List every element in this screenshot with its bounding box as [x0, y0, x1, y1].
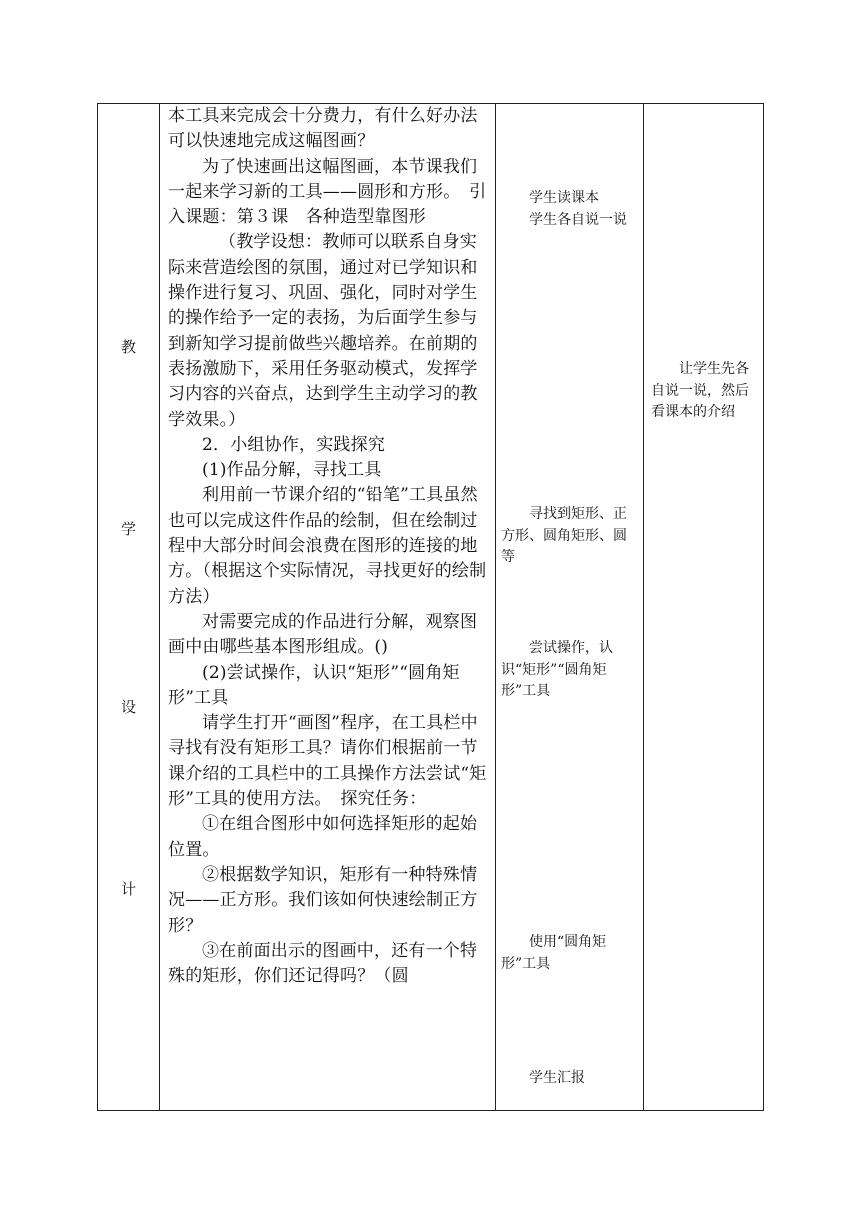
paragraph: （教学设想：教师可以联系自身实际来营造绘图的氛围，通过对已学知识和操作进行复习、巩固、强化，同时对学生的操作给予一定的表扬，为后面学生参与到新知学习提前做些兴趣培养。在前期的表扬激励下，采用任务驱动模式，发挥学习内容的兴奋点，达到学生主动学习的教学效果。）: [168, 232, 478, 430]
student-activity-line: 学生读课本: [529, 190, 599, 206]
student-activity-text: 尝试操作，认识“矩形”“圆角矩形”工具: [501, 640, 613, 699]
student-activity-text: 使用“圆角矩形”工具: [501, 934, 607, 972]
side-label: 设: [120, 698, 136, 716]
side-label: 计: [120, 880, 136, 898]
lesson-table: [97, 103, 764, 1111]
paragraph: 请学生打开“画图”程序，在工具栏中寻找有没有矩形工具？请你们根据前一节课介绍的工具栏中的工具操作方法尝试“矩形”工具的使用方法。 探究任务：: [168, 713, 487, 810]
student-activity-line: 学生各自说一说: [529, 211, 627, 228]
task-item: ③在前面出示的图画中，还有一个特殊的矩形，你们还记得吗？（圆: [168, 940, 478, 987]
paragraph: 本工具来完成会十分费力，有什么好办法可以快速地完成这幅图画？: [168, 106, 478, 152]
paragraph: 为了快速画出这幅图画，本节课我们一起来学习新的工具——圆形和方形。 引入课题：第３课 各种造型靠图形: [168, 156, 487, 228]
subsection-heading: (2)尝试操作，认识“矩形”“圆角矩形”工具: [168, 662, 460, 708]
teaching-process-text: [159, 104, 495, 989]
student-activity: [495, 1068, 643, 1090]
side-label: 学: [120, 520, 136, 538]
design-intent: [643, 359, 765, 424]
student-activity: [495, 504, 643, 569]
side-label: 教: [120, 338, 136, 356]
student-activity: [495, 638, 643, 703]
column-divider: [643, 104, 644, 1110]
student-activity-text: 寻找到矩形、正方形、圆角矩形、圆等: [501, 506, 627, 565]
student-activity: [495, 932, 643, 975]
student-activity-text: 学生汇报: [529, 1070, 585, 1086]
subsection-heading: (1)作品分解，寻找工具: [202, 460, 382, 481]
paragraph: 对需要完成的作品进行分解，观察图画中由哪些基本图形组成。(): [168, 611, 478, 658]
paragraph: 利用前一节课介绍的“铅笔”工具虽然也可以完成这件作品的绘制，但在绘制过程中大部分时间会浪费在图形的连接的地方。（根据这个实际情况，寻找更好的绘制方法）: [168, 485, 487, 607]
task-item: ②根据数学知识，矩形有一种特殊情况——正方形。我们该如何快速绘制正方形？: [168, 864, 478, 936]
student-activity: [495, 188, 643, 231]
design-intent-text: 让学生先各自说一说，然后看课本的介绍: [651, 361, 749, 420]
task-item: ①在组合图形中如何选择矩形的起始位置。: [168, 814, 478, 860]
section-heading: 2．小组协作，实践探究: [202, 434, 386, 455]
